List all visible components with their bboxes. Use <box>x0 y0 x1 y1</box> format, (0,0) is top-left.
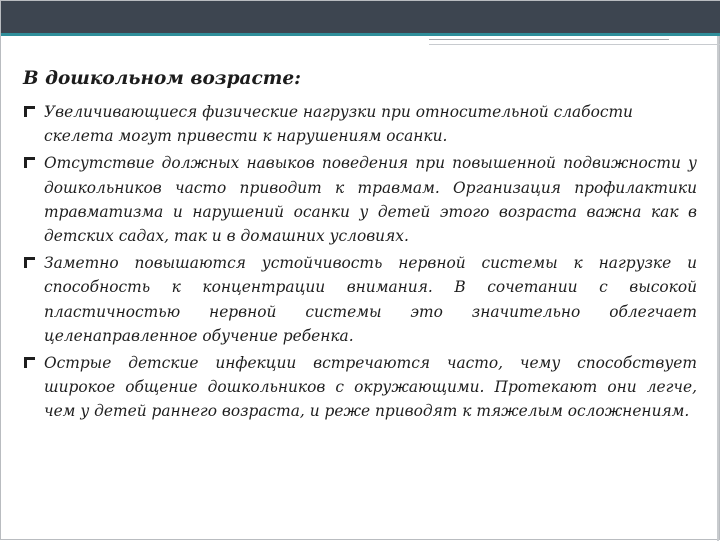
square-bullet-icon <box>24 357 35 368</box>
bullet-text: Увеличивающиеся физические нагрузки при относительной слабости скелета могут привести к нарушениям осанки. <box>44 103 633 146</box>
bullet-list <box>23 100 697 424</box>
bullet-item <box>23 251 697 348</box>
slide-content <box>23 67 697 427</box>
bullet-text: Заметно повышаются устойчивость нервной системы к нагрузке и способность к концентрации внимания. В сочетании с высокой пластичностью нервной системы это значительно облегчает целенаправленное обучение ребенка. <box>44 254 697 345</box>
slide-edge <box>717 36 719 541</box>
decorative-line <box>429 39 669 40</box>
bullet-item <box>23 100 697 148</box>
header-accent-stripe <box>1 33 720 36</box>
bullet-item <box>23 351 697 424</box>
header-band <box>1 1 720 33</box>
square-bullet-icon <box>24 257 35 268</box>
slide-heading: В дошкольном возрасте: <box>23 68 301 89</box>
bullet-text: Отсутствие должных навыков поведения при повышенной подвижности у дошкольников часто приводит к травмам. Организация профилактики травматизма и нарушений осанки у детей этого возраста важна как в детских садах, так и в домашних условиях. <box>44 154 697 246</box>
bullet-text: Острые детские инфекции встречаются часто, чему способствует широкое общение дошкольников с окружающими. Протекают они легче, чем у детей раннего возраста, и реже приводят к тяжелым осложнениям. <box>44 354 697 421</box>
bullet-item <box>23 151 697 248</box>
decorative-line <box>429 44 720 45</box>
square-bullet-icon <box>24 106 35 117</box>
square-bullet-icon <box>24 157 35 168</box>
